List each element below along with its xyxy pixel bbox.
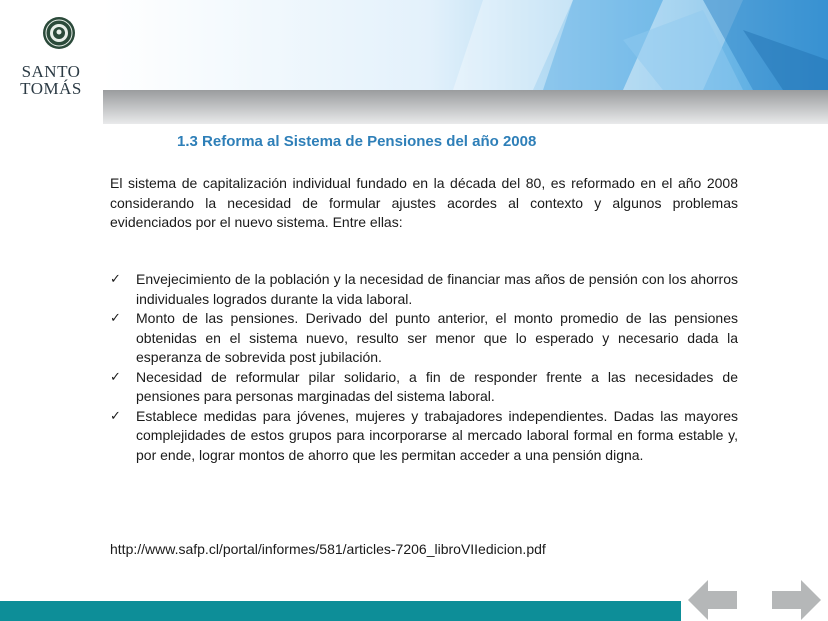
check-mark-icon: ✓ [110,311,121,326]
intro-paragraph: El sistema de capitalización individual fundado en la década del 80, es reformado en el año 2008 considerando la necesidad de formular ajustes acordes al contexto y algunos problemas evidenciados por el nuevo sistema. Entre ellas: [110,175,738,230]
check-mark-icon: ✓ [110,408,121,424]
source-link[interactable]: http://www.safp.cl/portal/informes/581/articles-7206_libroVIIedicion.pdf [110,541,546,557]
slide-title: 1.3 Reforma al Sistema de Pensiones del año 2008 [177,133,537,150]
list-item-text: Necesidad de reformular pilar solidario, a fin de responder frente a las necesidades de pensiones para personas marginadas del sistema laboral. [136,368,738,404]
list-item [110,407,738,466]
check-mark-icon: ✓ [110,369,121,385]
arrow-left-icon[interactable] [688,580,738,620]
list-item [110,309,738,368]
santo-tomas-logo [0,0,102,124]
university-seal-icon [42,16,76,50]
list-item [110,270,738,309]
list-item-text: Establece medidas para jóvenes, mujeres y trabajadores independientes. Dadas las mayores complejidades de estos grupos para incorporarse al mercado laboral formal en forma estable y, por ende, lograr montos de ahorro que les permitan acceder a una pensión digna. [136,407,738,463]
brand-name-line1: SANTO [21,62,81,81]
list-item [110,368,738,407]
list-item-text: Monto de las pensiones. Derivado del punto anterior, el monto promedio de las pensiones obtenidas en el sistema nuevo, resulto ser menor que lo esperado y necesario dada la esperanza de sobrevida post jubilación. [136,310,738,365]
footer-bar [0,601,681,621]
check-mark-icon: ✓ [110,272,121,287]
reform-points-list [110,270,738,465]
arrow-right-icon[interactable] [771,580,821,620]
brand-name-line2: TOMÁS [20,79,82,98]
list-item-text: Envejecimiento de la población y la necesidad de financiar mas años de pensión con los ahorros individuales logrados durante la vida laboral. [136,271,738,307]
header-banner [103,0,828,124]
